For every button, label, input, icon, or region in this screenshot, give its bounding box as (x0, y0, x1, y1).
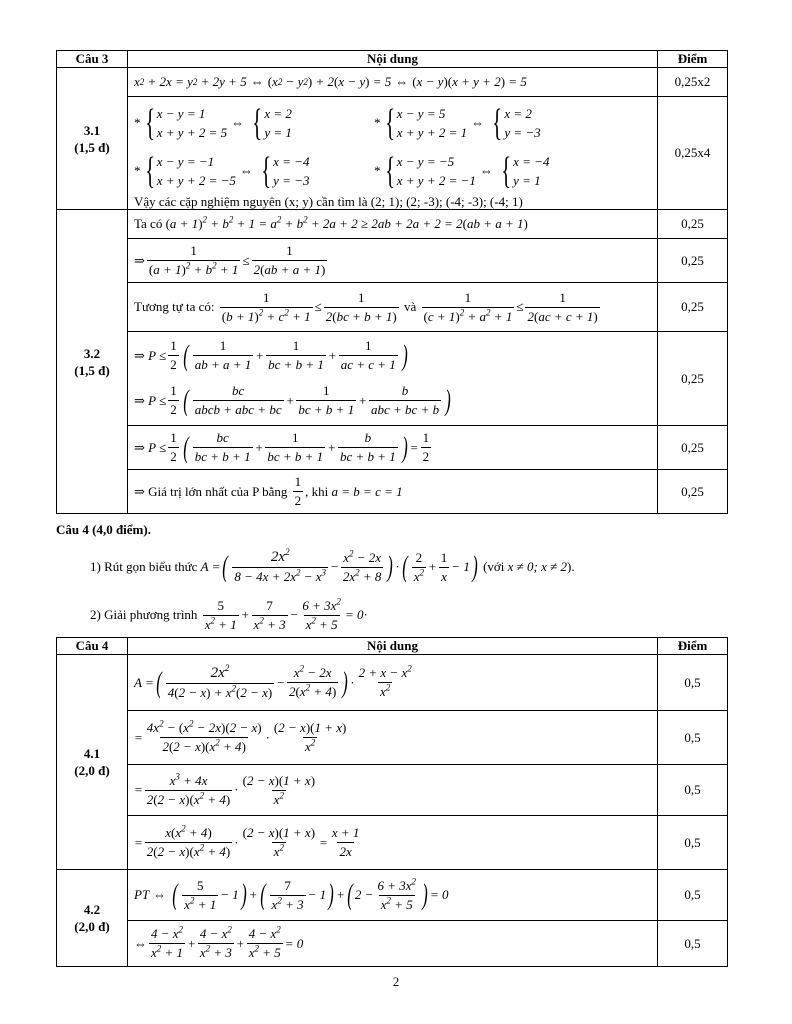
header-content: Nội dung (128, 51, 658, 68)
inequality-step-4: ⇒ P ≤ 1 2 ( 1 ab + a + 1 + 1 bc + b + 1 + 1 ac + c + 1 ) ⇒ P ≤ 1 2 ( bc abcb + abc + bc + 1 bc + b + 1 + b abc + bc + b ) (128, 332, 658, 426)
table-row (57, 239, 728, 283)
table-row (57, 426, 728, 470)
max-value-line: ⇒ Giá trị lớn nhất của P bằng 1 2 , khi a = b = c = 1 (128, 470, 658, 514)
table-header-row (57, 638, 728, 655)
equation-step-1: PT ⇔ ( 5 $x^2 + 1$ − 1 ) + ( 7 $x^2 + 3$ − 1 ) + ( 2 − $6 + 3x^2$ $x^2 + 5$ ) = 0 (128, 870, 658, 921)
equation-factor: x 2 + 2x = y 2 + 2y + 5 ⇔ ( x 2 − y 2 ) + 2 ( x − y ) = 5 ⇔ ( x − y )( x + y + 2 ) = 5 (128, 68, 658, 97)
header-score: Điểm (658, 638, 728, 655)
simplify-step-2: = $4x^2 - (x^2 - 2x)(2 - x)$ $2(2 - x)(x^2 + 4)$ · (2 − x)(1 + x) $x^2$ (128, 711, 658, 765)
table-header-row (57, 51, 728, 68)
score-cell: 0,25x2 (658, 68, 728, 97)
question-4-title: Câu 4 (4,0 điểm). (56, 522, 151, 537)
header-content: Nội dung (128, 638, 658, 655)
systems-cases: * { x − y = 1 x + y + 2 = 5 ⇔ { x = 2 y = 1 * { x − y = 5 x + y + 2 = 1 ⇔ { x = 2 y = −3 * { x − y = −1 x + y + 2 = −5 ⇔ { x = −4 y = −3 * { x − y = −5 x + y + 2 = −1 ⇔ { x = −4 y = 1 Vậy các cặp nghiệm nguyên (x; y) cần tìm là (2; 1); (2; -3); (-4; -3); (-4; 1) (128, 97, 658, 210)
page-number: 2 (392, 974, 400, 989)
table-row (57, 68, 728, 97)
simplify-step-4: = $x(x^2 + 4)$ $2(2 - x)(x^2 + 4)$ · (2 − x)(1 + x) $x^2$ = x + 1 2x (128, 816, 658, 870)
score-cell: 0,25x4 (658, 97, 728, 210)
score-cell: 0,5 (658, 765, 728, 816)
header-question: Câu 3 (57, 51, 128, 68)
score-cell: 0,25 (658, 283, 728, 332)
part-label-4-2: 4.2 (2,0 đ) (57, 870, 128, 967)
score-cell: 0,5 (658, 816, 728, 870)
score-cell: 0,5 (658, 711, 728, 765)
table-row (57, 711, 728, 765)
table-row (57, 332, 728, 426)
table-row (57, 765, 728, 816)
table-row (57, 210, 728, 239)
inequality-step-5: ⇒ P ≤ 1 2 ( bc bc + b + 1 + 1 bc + b + 1 + b bc + b + 1 ) = 1 2 (128, 426, 658, 470)
table-row (57, 470, 728, 514)
header-score: Điểm (658, 51, 728, 68)
part-label-4-1: 4.1 (2,0 đ) (57, 655, 128, 870)
conclusion-text: Vậy các cặp nghiệm nguyên (x; y) cần tìm là (2; 1); (2; -3); (-4; -3); (-4; 1) (134, 194, 523, 209)
score-cell: 0,25 (658, 332, 728, 426)
score-cell: 0,5 (658, 921, 728, 967)
simplify-step-3: = $x^3 + 4x$ $2(2 - x)(x^2 + 4)$ · (2 − x)(1 + x) $x^2$ (128, 765, 658, 816)
part-label-3-2: 3.2 (1,5 đ) (57, 210, 128, 514)
table-row (57, 870, 728, 921)
score-cell: 0,25 (658, 239, 728, 283)
question-4-item-1: 1) Rút gọn biểu thức A = ( $2x^2$ $8 - 4x + 2x^2 - x^3$ − $x^2 - 2x$ $2x^2 + 8$ ) · ( 2 $x^2$ + 1 x − 1 ) (với x ≠ 0; x ≠ 2 ). (90, 547, 575, 584)
header-question: Câu 4 (57, 638, 128, 655)
table-row (57, 283, 728, 332)
table-row (57, 921, 728, 967)
inequality-step-3: Tương tự ta có: 1 $(b + 1)^2 + c^2 + 1$ ≤ 1 2(bc + b + 1) và 1 $(c + 1)^2 + a^2 + 1$ ≤ 1 2(ac + c + 1) (128, 283, 658, 332)
simplify-step-1: A = ( $2x^2$ $4(2 - x) + x^2(2 - x)$ − $x^2 - 2x$ $2(x^2 + 4)$ ) · $2 + x - x^2$ $x^2$ (128, 655, 658, 711)
question-4-item-2: 2) Giải phương trình 5 $x^2 + 1$ + 7 $x^2 + 3$ − $6 + 3x^2$ $x^2 + 5$ = 0 · (90, 596, 368, 632)
inequality-step-1: Ta có $(a + 1)^2 + b^2 + 1 = a^2 + b^2 + 2a + 2 \ge 2ab + 2a + 2 = 2(ab + a + 1)$ (128, 210, 658, 239)
table-row (57, 655, 728, 711)
equation-step-2: ⇔ $4 - x^2$ $x^2 + 1$ + $4 - x^2$ $x^2 + 3$ + $4 - x^2$ $x^2 + 5$ = 0 (128, 921, 658, 967)
score-cell: 0,5 (658, 655, 728, 711)
score-cell: 0,25 (658, 210, 728, 239)
table-row (57, 97, 728, 210)
table-row (57, 816, 728, 870)
score-cell: 0,25 (658, 470, 728, 514)
answer-table-cau-4 (56, 637, 728, 967)
answer-table-cau-3 (56, 50, 728, 514)
score-cell: 0,5 (658, 870, 728, 921)
inequality-step-2: ⇒ 1 $(a + 1)^2 + b^2 + 1$ ≤ 1 2(ab + a + 1) (128, 239, 658, 283)
score-cell: 0,25 (658, 426, 728, 470)
part-label-3-1: 3.1 (1,5 đ) (57, 68, 128, 210)
